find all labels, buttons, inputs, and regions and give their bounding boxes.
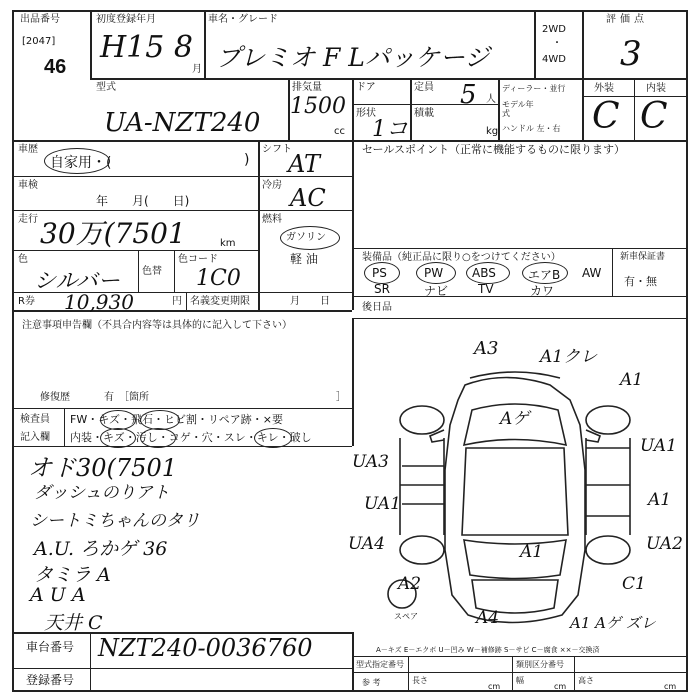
- recycle-label: R券: [18, 296, 35, 307]
- notes-label: 注意事項申告欄（不具合内容等は具体的に記入して下さい）: [22, 320, 292, 331]
- name-change-label: 名義変更期限: [190, 296, 250, 307]
- ref-label-1: 参 考: [362, 678, 381, 687]
- rule: [12, 690, 688, 692]
- spare-label: スペア: [394, 612, 418, 621]
- shape-value: 1コ: [372, 117, 408, 142]
- damage-mark-5: UA3: [352, 452, 389, 472]
- rule: [90, 78, 686, 80]
- inspector-circle-1: [100, 410, 136, 430]
- history-value: 自家用・(: [50, 155, 112, 171]
- drive-2wd: 2WD: [542, 24, 566, 35]
- damage-mark-12: A2: [398, 574, 422, 594]
- first-reg-month-unit: 月: [192, 64, 202, 75]
- drive-dot: ・: [552, 38, 562, 49]
- equipment-navi: ナビ: [424, 284, 449, 298]
- length-label: 長さ: [412, 676, 428, 685]
- category-number-label: 類別区分番号: [516, 660, 564, 669]
- equipment-tv: TV: [478, 282, 494, 296]
- equipment-airbag: エアB: [528, 268, 561, 282]
- inspector-note-2: ダッシュのりアト: [34, 483, 170, 503]
- inspector-note-4: A.U. ろかゲ 36: [34, 538, 168, 560]
- rule: [90, 632, 91, 690]
- reg-label: 登録番号: [26, 673, 75, 687]
- fuel-label: 燃料: [262, 214, 282, 225]
- handle-label: ハンドル 左・右: [502, 124, 561, 133]
- rule: [410, 78, 412, 140]
- rule: [174, 250, 175, 292]
- left-side-panel: [400, 438, 444, 535]
- equipment-abs-circle: [466, 262, 510, 284]
- rule: [352, 140, 354, 310]
- outer-frame-left: [12, 10, 14, 690]
- equipment-ps-circle: [364, 262, 400, 284]
- drive-4wd: 4WD: [542, 54, 566, 65]
- rule: [582, 10, 584, 140]
- inspector-note-3: シートミちゃんのタリ: [30, 511, 200, 531]
- car-rear-window: [464, 540, 566, 579]
- rule: [12, 408, 352, 409]
- rule: [12, 210, 258, 211]
- height-label: 高さ: [578, 676, 594, 685]
- rule: [64, 408, 65, 446]
- ac-label: 冷房: [262, 180, 282, 191]
- rule: [352, 78, 354, 140]
- capacity-label: 定員: [414, 82, 434, 93]
- damage-mark-3: A1: [620, 370, 644, 390]
- rule: [204, 10, 206, 78]
- capacity-value: 5: [460, 80, 477, 110]
- car-name-value: プレミオ F Lパッケージ: [216, 43, 490, 72]
- damage-mark-1: A3: [474, 338, 499, 359]
- shape-label: 形状: [356, 108, 376, 119]
- lot-label: 出品番号: [20, 14, 60, 25]
- damage-mark-7: UA1: [640, 436, 677, 456]
- first-reg-label: 初度登録年月: [96, 14, 156, 25]
- inspection-label: 車検: [18, 180, 38, 191]
- inspector-note-1: オド30(7501: [28, 454, 177, 482]
- damage-mark-9: A1: [648, 490, 672, 510]
- damage-mark-15: A1 Aゲ ズレ: [570, 614, 656, 632]
- diagram-legend: A－キズ E－エクボ U－凹み W－補修跡 S－サビ C－腐食 ××－交換済: [376, 646, 600, 654]
- rule: [352, 656, 686, 657]
- damage-mark-4: Aゲ: [500, 409, 530, 429]
- wheel-front-right: [586, 406, 630, 434]
- wheel-front-left: [400, 406, 444, 434]
- color-change-label: 色替: [142, 266, 162, 277]
- form-number-label: 型式指定番号: [356, 660, 404, 669]
- inspection-value: 年 月( 日): [96, 194, 190, 208]
- score-value: 3: [620, 34, 642, 74]
- damage-mark-8: UA4: [348, 534, 385, 554]
- inspector-label: 検査員: [20, 414, 50, 425]
- inspector-circle-5: [254, 428, 292, 448]
- fuel-circle: [280, 226, 340, 250]
- equipment-pw-circle: [416, 262, 456, 284]
- height-cm: cm: [664, 682, 677, 691]
- rule: [12, 668, 352, 669]
- inspector-note-6: A U A: [30, 584, 86, 606]
- repair-close: ］: [336, 392, 346, 403]
- inspector-circle-4: [140, 428, 176, 448]
- wheel-rear-left: [400, 536, 444, 564]
- rule: [90, 10, 92, 78]
- outer-frame-top: [12, 10, 688, 12]
- exterior-label: 外装: [594, 83, 614, 94]
- dealer-label: ディーラー・並行: [502, 84, 566, 93]
- warranty-label: 新車保証書: [620, 252, 666, 262]
- color-label: 色: [18, 254, 28, 265]
- car-name-label: 車名・グレード: [208, 14, 278, 25]
- exterior-value: C: [592, 96, 620, 137]
- repair-label: 修復歴: [40, 392, 70, 403]
- model-value: UA-NZT240: [104, 108, 261, 138]
- mileage-label: 走行: [18, 214, 38, 225]
- rule: [12, 310, 352, 312]
- color-value: シルバー: [34, 269, 120, 294]
- right-side-panel: [586, 438, 630, 535]
- rule: [352, 672, 686, 673]
- car-roof: [462, 448, 568, 535]
- equipment-label: 装備品（純正品に限り○をつけてください）: [362, 252, 561, 263]
- inspector-row1: FW・キズ・飛石・ヒビ割・リペア跡・×要: [70, 413, 283, 426]
- rule: [186, 292, 187, 310]
- inspector-row2: 内装・キズ・汚し・コゲ・穴・スレ・キレ・破し: [70, 431, 312, 444]
- rule: [408, 656, 409, 690]
- equipment-aw: AW: [582, 266, 602, 280]
- model-label: 型式: [96, 82, 116, 93]
- score-label: 評価点: [606, 14, 648, 25]
- rule: [612, 248, 613, 296]
- shift-label: シフト: [262, 144, 292, 155]
- equipment-abs: ABS: [472, 266, 496, 280]
- length-cm: cm: [488, 682, 501, 691]
- inspector-label2: 記入欄: [20, 432, 50, 443]
- chassis-label: 車台番号: [26, 640, 75, 654]
- displacement-label: 排気量: [292, 82, 322, 93]
- rule: [12, 176, 258, 177]
- damage-mark-10: UA2: [646, 534, 683, 554]
- repair-value: 有 ［箇所: [104, 392, 149, 403]
- damage-mark-11: A1: [520, 542, 544, 562]
- rule: [352, 296, 686, 297]
- inspector-circle-2: [140, 410, 180, 430]
- rule: [574, 656, 575, 690]
- rule: [498, 78, 500, 140]
- displacement-value: 1500: [290, 94, 346, 119]
- load-label: 積載: [414, 108, 434, 119]
- history-label: 車歴: [18, 144, 38, 155]
- accessory-label: 後日品: [362, 302, 392, 313]
- color-code-label: 色コード: [178, 254, 218, 265]
- inspector-note-7: 天井 C: [44, 612, 103, 634]
- equipment-leather: カワ: [530, 284, 555, 298]
- history-close: ): [244, 152, 250, 168]
- rule: [138, 250, 139, 292]
- sales-point-label: セールスポイント（正常に機能するものに限ります）: [362, 143, 626, 156]
- ac-value: AC: [290, 184, 326, 212]
- fuel-diesel: 軽 油: [290, 252, 318, 266]
- width-cm: cm: [554, 682, 567, 691]
- model-year-label: モデル年式: [502, 100, 534, 118]
- history-circle: [44, 148, 110, 174]
- interior-label: 内装: [646, 83, 666, 94]
- damage-mark-13: C1: [622, 574, 646, 594]
- wheel-rear-right: [586, 536, 630, 564]
- rule: [534, 10, 536, 78]
- rule: [352, 318, 686, 319]
- rule: [352, 248, 686, 249]
- equipment-ps: PS: [372, 266, 387, 280]
- damage-mark-14: A4: [476, 608, 500, 628]
- lot-number: 46: [44, 56, 67, 78]
- damage-mark-2: A1クレ: [540, 347, 598, 367]
- door-label: ドア: [356, 82, 376, 93]
- warranty-value: 有・無: [624, 275, 657, 288]
- fuel-gasoline: ガソリン: [286, 232, 326, 243]
- equipment-sr: SR: [374, 282, 390, 296]
- first-reg-value: H15 8: [100, 30, 193, 65]
- rule: [258, 140, 260, 310]
- inspector-circle-3: [100, 428, 136, 448]
- damage-mark-6: UA1: [364, 494, 401, 514]
- load-unit: kg: [486, 126, 499, 137]
- lot-code: [2047]: [22, 36, 56, 47]
- interior-value: C: [640, 96, 668, 137]
- displacement-unit: cc: [334, 126, 345, 137]
- rule: [634, 78, 635, 140]
- mileage-value: 30万(7501: [40, 217, 186, 250]
- chassis-value: NZT240-0036760: [98, 634, 313, 662]
- shift-value: AT: [288, 150, 321, 178]
- mileage-unit: km: [220, 238, 236, 249]
- inspector-note-5: タミラ A: [34, 564, 111, 586]
- recycle-value: 10,930: [64, 290, 134, 314]
- name-change-value: 月 日: [290, 296, 330, 307]
- rule: [512, 656, 513, 690]
- capacity-unit: 人: [486, 94, 496, 105]
- equipment-pw: PW: [424, 266, 444, 280]
- rule: [12, 446, 352, 447]
- equipment-airbag-circle: [522, 262, 568, 284]
- color-code-value: 1C0: [196, 266, 241, 291]
- rule: [12, 140, 688, 142]
- recycle-unit: 円: [172, 296, 182, 307]
- width-label: 幅: [516, 676, 524, 685]
